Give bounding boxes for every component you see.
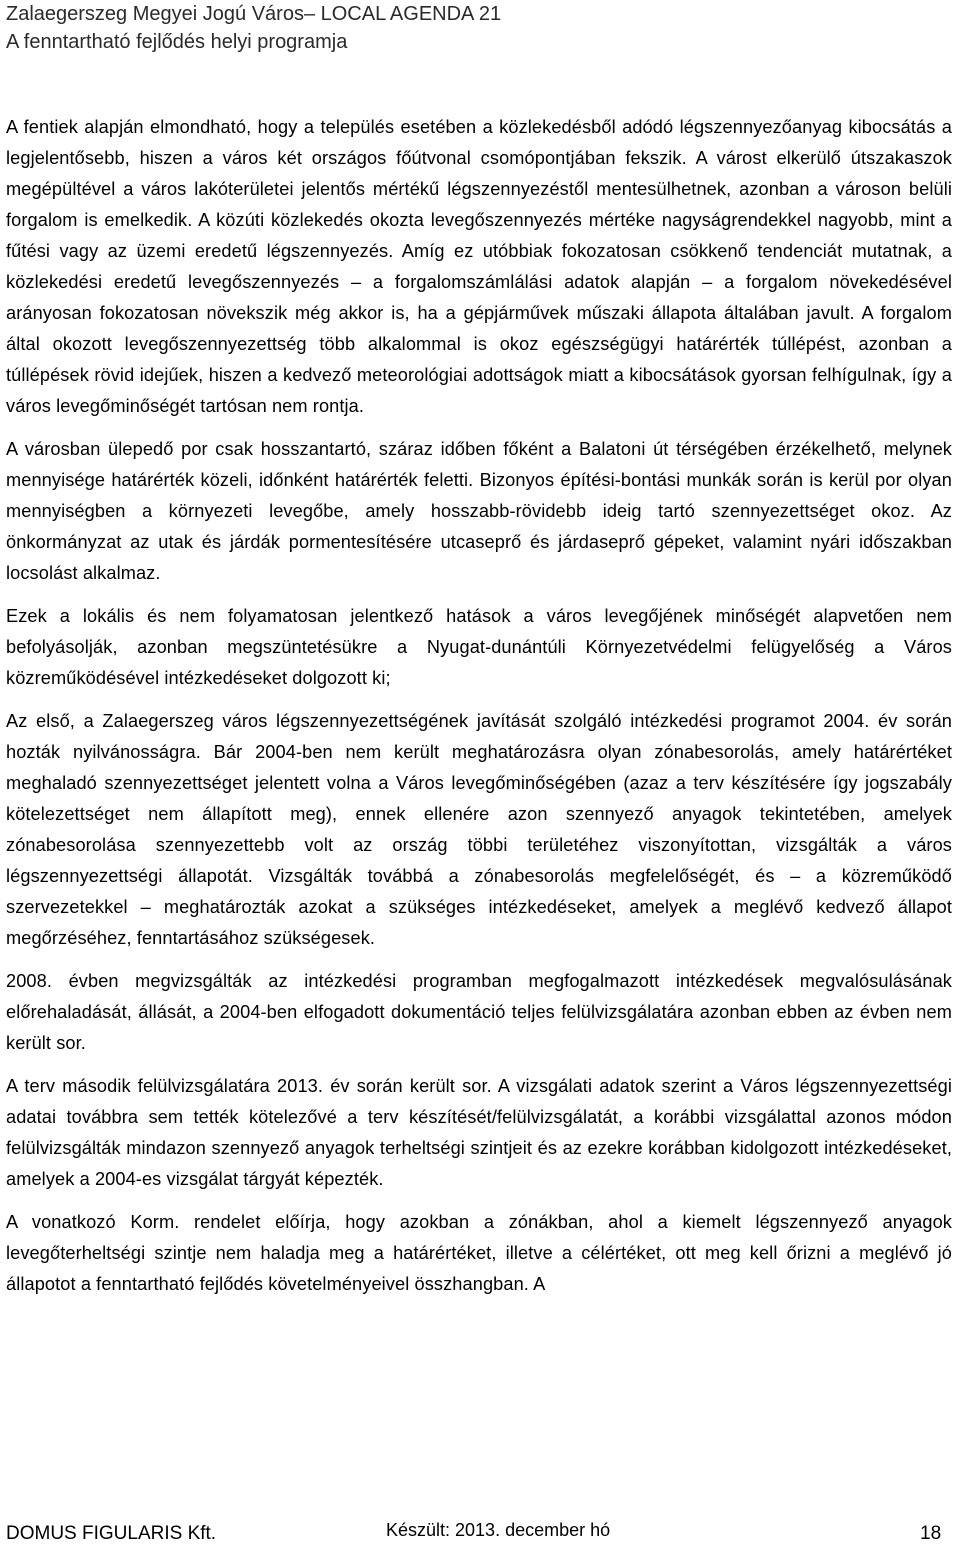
footer-company: DOMUS FIGULARIS Kft.	[6, 1523, 217, 1544]
paragraph: A terv második felülvizsgálatára 2013. év során került sor. A vizsgálati adatok szerint a Város légszennyezettségi adatai továbbra sem tették kötelezővé a terv készítését/felülvizsgálatát, a korábbi vizsgálattal azonos módon felülvizsgálták mindazon szennyező anyagok terheltségi szintjeit és az ezekre korábban kidolgozott intézkedéseket, amelyek a 2004-es vizsgálat tárgyát képezték.	[6, 1076, 952, 1189]
paragraph: Ezek a lokális és nem folyamatosan jelentkező hatások a város levegőjének minőségét alapvetően nem befolyásolják, azonban megszüntetésükre a Nyugat-dunántúli Környezetvédelmi felügyelőség a Város közreműködésével intézkedéseket dolgozott ki;	[6, 606, 952, 688]
paragraph: A vonatkozó Korm. rendelet előírja, hogy azokban a zónákban, ahol a kiemelt légszennyező anyagok levegőterheltségi szintje nem haladja meg a határértéket, illetve a célértéket, ott meg kell őrizni a meglévő jó állapotot a fenntartható fejlődés követelményeivel összhangban. A	[6, 1212, 952, 1294]
paragraph: Az első, a Zalaegerszeg város légszennyezettségének javítását szolgáló intézkedési programot 2004. év során hozták nyilvánosságra. Bár 2004-ben nem került meghatározásra olyan zónabesorolás, amely határértéket meghaladó szennyezettséget jelentett volna a Város levegőminőségében (azaz a terv készítésére így jogszabály kötelezettséget nem állapított meg), ennek ellenére azon szennyező anyagok tekintetében, amelyek zónabesorolása szennyezettebb volt az ország többi területéhez viszonyítottan, vizsgálták a város légszennyezettségi állapotát. Vizsgálták továbbá a zónabesorolás megfelelőségét, és – a közreműködő szervezetekkel – meghatározták azokat a szükséges intézkedéseket, amelyek a meglévő kedvező állapot megőrzéséhez, fenntartásához szükségesek.	[6, 711, 952, 948]
paragraph: 2008. évben megvizsgálták az intézkedési programban megfogalmazott intézkedések megvalósulásának előrehaladását, állását, a 2004-ben elfogadott dokumentáció teljes felülvizsgálatára azonban ebben az évben nem került sor.	[6, 971, 952, 1053]
document-title: Zalaegerszeg Megyei Jogú Város– LOCAL AGENDA 21	[6, 3, 502, 25]
document-body	[6, 112, 952, 1312]
paragraph: A fentiek alapján elmondható, hogy a település esetében a közlekedésből adódó légszennyezőanyag kibocsátás a legjelentősebb, hiszen a város két országos főútvonal csomópontjában fekszik. A várost elkerülő útszakaszok megépültével a város lakóterületei jelentős mértékű légszennyezéstől mentesülhetnek, azonban a városon belüli forgalom is emelkedik. A közúti közlekedés okozta levegőszennyezés mértéke nagyságrendekkel nagyobb, mint a fűtési vagy az üzemi eredetű légszennyezés. Amíg ez utóbbiak fokozatosan csökkenő tendenciát mutatnak, a közlekedési eredetű levegőszennyezés – a forgalomszámlálási adatok alapján – a forgalom növekedésével arányosan fokozatosan növekszik még akkor is, ha a gépjárművek műszaki állapota általában javult. A forgalom által okozott levegőszennyezettség több alkalommal is okoz egészségügyi határérték túllépést, azonban a túllépések rövid idejűek, hiszen a kedvező meteorológiai adottságok miatt a kibocsátások gyorsan felhígulnak, így a város levegőminőségét tartósan nem rontja.	[6, 117, 952, 416]
paragraph: A városban ülepedő por csak hosszantartó, száraz időben főként a Balatoni út térségében érzékelhető, melynek mennyisége határérték közeli, időnként határérték feletti. Bizonyos építési-bontási munkák során is kerül por olyan mennyiségben a környezeti levegőbe, amely hosszabb-rövidebb ideig tartó szennyezettséget okoz. Az önkormányzat az utak és járdák pormentesítésére utcaseprő és járdaseprő gépeket, valamint nyári időszakban locsolást alkalmaz.	[6, 439, 952, 583]
document-subtitle: A fenntartható fejlődés helyi programja	[6, 31, 348, 53]
page-number: 18	[920, 1523, 942, 1544]
page-footer	[0, 1520, 960, 1545]
footer-date: Készült: 2013. december hó	[386, 1520, 611, 1540]
page-header	[6, 0, 956, 56]
